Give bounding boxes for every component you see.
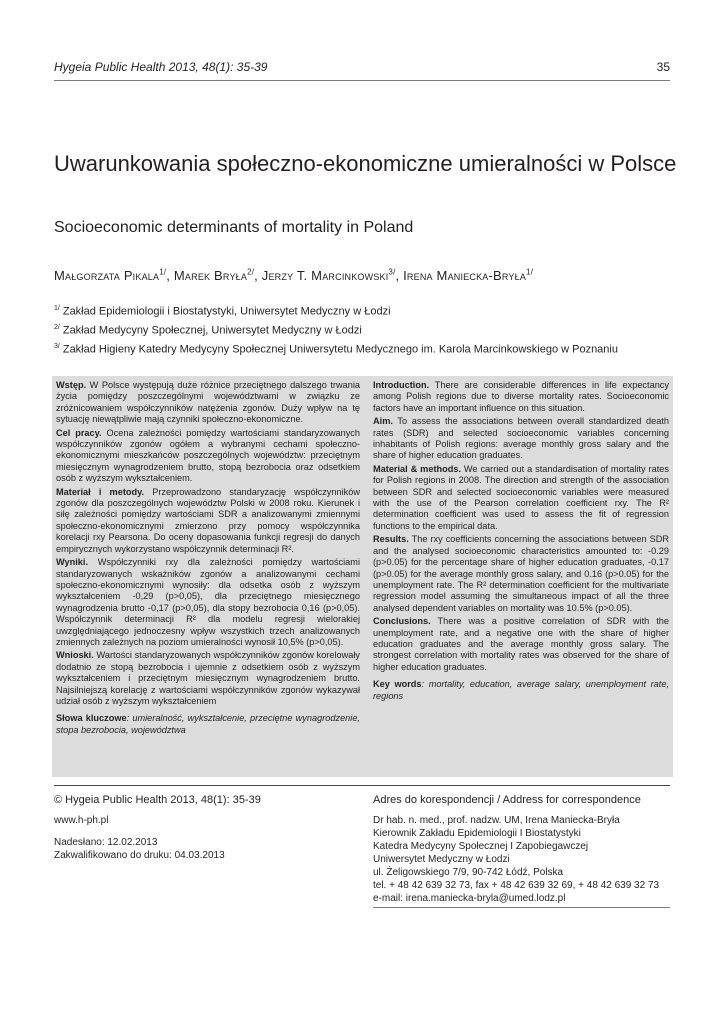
address-line: Kierownik Zakładu Epidemiologii I Biostatystyki [373,828,581,839]
page-number: 35 [656,60,670,74]
abstract-section: Material & methods. We carried out a standardisation of mortality rates for Polish regions in 2008. The direction and strength of the association between SDR and selected socioeconomic variables were measured with the use of the Pearson correlation coefficient rxy. The R² determination coefficient was used to assess the fit of regression functions to the empirical data. [373,463,669,531]
author: Małgorzata Pikala$^{1/}$, [54,268,174,284]
author: Jerzy T. Marcinkowski$^{3/}$, [261,268,404,284]
abstract-section: Wyniki. Współczynniki rxy dla zależności pomiędzy wartościami standaryzowanych wskaźników zgonów a analizowanymi cechami społeczno-ekonomicznymi wynosiły: dla odsetka osób z wyższym wykształceniem -0,29 (p>0,05), dla przeciętnego miesięcznego wynagrodzenia brutto -0,17 (p>0,05), dla stopy bezrobocia 0,16 (p>0,05). Współczynnik determinacji R² dla modelu regresji wielorakiej uwzględniającego jednoczesny wpływ wszystkich trzech analizowanych zmiennych zależnych na poziom umieralności wynosił 10,5% (p>0,05). [56,557,360,647]
abstract-section: Aim. To assess the associations between overall standardized death rates (SDR) and selected socioeconomic variables concerning inhabitants of Polish regions: average monthly gross salary and the share of higher education graduates. [373,416,669,461]
abstract-section: Conclusions. There was a positive correlation of SDR with the unemployment rate, and a negative one with the share of higher education graduates and the average monthly gross salary. The strongest correlation with mortality rates was observed for the share of higher education graduates. [373,616,669,672]
abstract-english [373,380,669,704]
keywords-english: Key words: mortality, education, average salary, unemployment rate, regions [373,679,669,701]
address-line: Uniwersytet Medyczny w Łodzi [373,854,510,865]
keywords-polish: Słowa kluczowe: umieralność, wykształcenie, przeciętne wynagrodzenie, stopa bezrobocia, województwa [56,713,360,735]
abstract-section: Introduction. There are considerable differences in life expectancy among Polish regions due to diverse mortality rates. Socioeconomic factors have an important influence on this situation. [373,380,669,413]
publication-info [54,794,354,862]
abstract-section: Cel pracy. Ocena zależności pomiędzy wartościami standaryzowanych współczynników zgonów ogółem a wybranymi cechami społeczno-ekonomicznymi mieszkańców poszczególnych województw: przeciętnym miesięcznym wynagrodzeniem brutto, stopą bezrobocia oraz odsetkiem osób z wyższym wykształceniem. [56,427,360,484]
email-link[interactable]: e-mail: irena.maniecka-bryla@umed.lodz.pl [373,893,566,904]
correspondence-title: Adres do korespondencji / Address for correspondence [373,794,641,806]
journal-url[interactable]: www.h-ph.pl [54,815,109,826]
header-rule [54,80,670,81]
abstract-section: Results. The rxy coefficients concerning the associations between SDR and the analysed socioeconomic characteristics amounted to: -0.29 (p>0.05) for the percentage share of higher education graduates, -0.17 (p>0.05) for the average monthly gross salary, and 0.16 (p>0.05) for the unemployment rate. The R² determination coefficient for the multivariate regression model assuming the simultaneous impact of all the three analysed dependent variables on mortality was 10.5% (p>0.05). [373,534,669,613]
received-date: Nadesłano: 12.02.2013 [54,837,158,848]
affiliation: $^{3/}$ Zakład Higieny Katedry Medycyny Społecznej Uniwersytetu Medycznego im. Karola Marcinkowskiego w Poznaniu [54,343,618,356]
footer-rule [54,785,670,786]
title-english: Socioeconomic determinants of mortality in Poland [54,219,414,236]
author: Marek Bryła$^{2/}$, [173,268,262,284]
address-line: Dr hab. n. med., prof. nadzw. UM, Irena Maniecka-Bryła [373,815,620,826]
journal-citation: Hygeia Public Health 2013, 48(1): 35-39 [54,60,268,74]
abstract-section: Materiał i metody. Przeprowadzono standaryzację współczynników zgonów dla poszczególnych województw Polski w 2008 roku. Kierunek i siłę zależności pomiędzy wartościami SDR a analizowanymi zmiennymi społeczno-ekonomicznymi zmierzono przy pomocy współczynnika korelacji rxy Pearsona. Do oceny dopasowania funkcji regresji do danych empirycznych wykorzystano współczynnik determinacji R². [56,486,360,554]
footer-bottom-rule [373,907,670,908]
author: Irena Maniecka-Bryła$^{1/}$ [403,268,534,284]
copyright-line: © Hygeia Public Health 2013, 48(1): 35-39 [54,794,261,806]
affiliation: $^{2/}$ Zakład Medycyny Społecznej, Uniwersytet Medyczny w Łodzi [54,324,362,337]
address-line: tel. + 48 42 639 32 73, fax + 48 42 639 32 69, + 48 42 639 32 73 [373,880,660,891]
affiliation-list [54,301,618,358]
author-list [54,268,533,283]
address-line: ul. Żeligowskiego 7/9, 90-742 Łódź, Polska [373,867,564,878]
accepted-date: Zakwalifikowano do druku: 04.03.2013 [54,850,225,861]
abstract-section: Wnioski. Wartości standaryzowanych współczynników zgonów korelowały dodatnio ze stopą bezrobocia i ujemnie z odsetkiem osób z wyższym wykształceniem i przeciętnym miesięcznym wynagrodzeniem brutto. Najsilniejszą korelację z wartościami współczynników zgonów wykazywał udział osób z wyższym wykształceniem [56,650,360,706]
affiliation: $^{1/}$ Zakład Epidemiologii i Biostatystyki, Uniwersytet Medyczny w Łodzi [54,305,391,318]
abstract-section: Wstęp. W Polsce występują duże różnice przeciętnego dalszego trwania życia pomiędzy poszczególnymi województwami w związku ze zróżnicowaniem współczynników natężenia zgonów. Duży wpływ na tę sytuację niewątpliwie mają czynniki społeczno-ekonomiczne. [56,380,360,425]
correspondence-address [373,794,693,905]
address-line: Katedra Medycyny Społecznej I Zapobiegawczej [373,841,589,852]
title-polish: Uwarunkowania społeczno-ekonomiczne umieralności w Polsce [54,151,677,176]
abstract-polish [56,380,360,738]
